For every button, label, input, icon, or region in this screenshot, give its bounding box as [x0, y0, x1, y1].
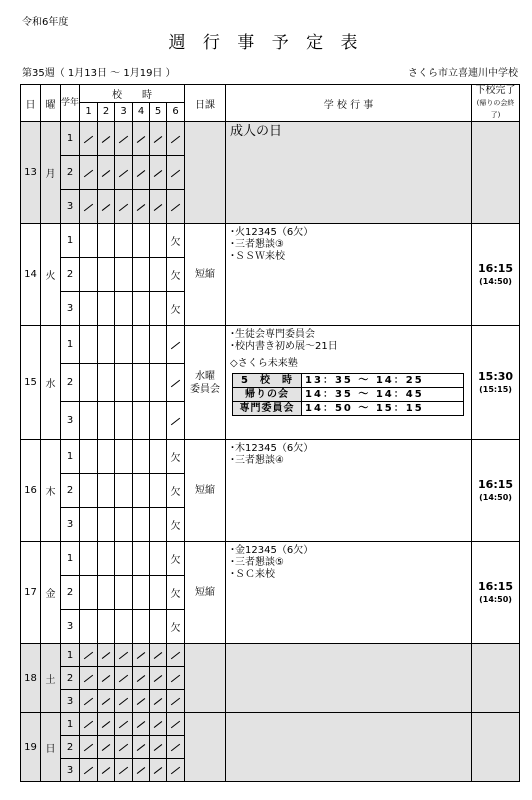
period-cell — [133, 508, 150, 542]
period-cell — [115, 542, 133, 576]
period-3: 3 — [115, 102, 133, 121]
period-cell — [115, 508, 133, 542]
event-item: ･三者懇談⑤ — [230, 557, 284, 568]
dismissal-cell — [472, 326, 520, 440]
period-cell — [150, 224, 167, 258]
period-cell-blank — [98, 190, 115, 224]
period-cell — [133, 364, 150, 402]
dismissal-cell — [472, 644, 520, 713]
timetable-time: 13：35 ～ 14：25 — [302, 374, 464, 388]
col-day: 日 — [21, 85, 41, 122]
period-1: 1 — [80, 102, 98, 121]
page-title: 週 行 事 予 定 表 — [168, 33, 364, 53]
weekday: 土 — [41, 644, 61, 713]
period-cell — [115, 402, 133, 440]
period-cell — [133, 258, 150, 292]
period-cell — [133, 402, 150, 440]
period-cell — [115, 224, 133, 258]
club-timetable — [232, 373, 464, 416]
period-cell: 欠 — [167, 292, 185, 326]
period-cell — [133, 292, 150, 326]
period-cell-blank — [115, 644, 133, 667]
timetable-time: 14：35 ～ 14：45 — [302, 388, 464, 402]
period-2: 2 — [98, 102, 115, 121]
schedule-cell: 短縮 — [185, 224, 226, 326]
event-item: ･三者懇談④ — [230, 455, 284, 466]
period-cell — [115, 258, 133, 292]
period-cell: 欠 — [167, 258, 185, 292]
period-cell-blank — [80, 667, 98, 690]
period-cell-blank — [115, 190, 133, 224]
dismissal-time-sub: (14:50) — [479, 594, 512, 604]
grade-number: 1 — [61, 326, 80, 364]
table-row — [21, 542, 520, 576]
grade-number: 3 — [61, 610, 80, 644]
period-6: 6 — [167, 102, 185, 121]
period-cell-blank — [115, 713, 133, 736]
schedule-cell — [185, 122, 226, 224]
grade-number: 3 — [61, 292, 80, 326]
period-cell — [80, 508, 98, 542]
period-cell-blank — [167, 736, 185, 759]
period-cell-blank — [80, 644, 98, 667]
col-schedule: 日課 — [185, 85, 226, 122]
period-cell-blank — [80, 736, 98, 759]
period-cell — [115, 610, 133, 644]
dismissal-time: 16:15 — [478, 261, 514, 275]
period-cell — [98, 610, 115, 644]
period-cell — [80, 474, 98, 508]
period-cell-blank — [98, 736, 115, 759]
period-cell-blank — [167, 190, 185, 224]
event-item: ･金12345（6欠） — [230, 545, 314, 556]
dismissal-time-sub: (15:15) — [479, 384, 512, 394]
grade-number: 1 — [61, 644, 80, 667]
table-row — [21, 644, 520, 667]
period-cell-blank — [80, 759, 98, 782]
period-cell-blank — [167, 644, 185, 667]
timetable-row — [233, 374, 464, 388]
event-item: ･三者懇談③ — [230, 239, 284, 250]
grade-number: 2 — [61, 474, 80, 508]
timetable-label: 帰りの会 — [233, 388, 302, 402]
day-number: 19 — [21, 713, 41, 782]
period-cell-blank — [98, 156, 115, 190]
period-cell-blank — [115, 690, 133, 713]
period-cell — [98, 440, 115, 474]
event-item: ･木12345（6欠） — [230, 443, 314, 454]
dismissal-time-sub: (14:50) — [479, 492, 512, 502]
weekday: 金 — [41, 542, 61, 644]
period-cell — [133, 542, 150, 576]
period-cell-blank — [98, 690, 115, 713]
period-cell-blank — [80, 690, 98, 713]
period-cell-blank — [115, 759, 133, 782]
school-name: さくら市立喜連川中学校 — [408, 68, 518, 79]
period-cell: 欠 — [167, 542, 185, 576]
period-cell-blank — [115, 736, 133, 759]
period-cell — [150, 542, 167, 576]
schedule-cell: 短縮 — [185, 542, 226, 644]
grade-number: 2 — [61, 364, 80, 402]
event-item: ･ＳＳＷ来校 — [230, 251, 286, 262]
events-cell — [226, 122, 472, 224]
day-number: 17 — [21, 542, 41, 644]
period-cell-blank — [167, 667, 185, 690]
period-cell-blank — [167, 402, 185, 440]
era-label: 令和6年度 — [22, 17, 69, 28]
period-cell-blank — [150, 122, 167, 156]
period-cell — [80, 224, 98, 258]
period-cell — [80, 402, 98, 440]
period-cell — [98, 508, 115, 542]
period-cell — [98, 364, 115, 402]
period-cell — [133, 326, 150, 364]
grade-number: 1 — [61, 542, 80, 576]
dismissal-cell — [472, 713, 520, 782]
period-cell-blank — [98, 122, 115, 156]
dismissal-time: 16:15 — [478, 477, 514, 491]
period-cell — [80, 576, 98, 610]
period-cell — [150, 508, 167, 542]
period-cell-blank — [133, 644, 150, 667]
dismissal-time: 15:30 — [478, 369, 514, 383]
table-row — [21, 224, 520, 258]
period-cell: 欠 — [167, 474, 185, 508]
period-cell-blank — [150, 690, 167, 713]
col-dismissal: 下校完了 (帰りの会終了) — [472, 85, 520, 122]
timetable-label: 5 校 時 — [233, 374, 302, 388]
period-cell-blank — [98, 713, 115, 736]
period-cell — [98, 542, 115, 576]
events-cell — [226, 644, 472, 713]
event-item: ･ＳＣ来校 — [230, 569, 276, 580]
events-cell — [226, 326, 472, 440]
weekday: 日 — [41, 713, 61, 782]
period-cell — [80, 440, 98, 474]
period-cell-blank — [80, 190, 98, 224]
event-item: ･生徒会専門委員会 — [230, 329, 316, 340]
grade-number: 2 — [61, 576, 80, 610]
period-cell-blank — [150, 736, 167, 759]
period-5: 5 — [150, 102, 167, 121]
schedule-table — [20, 84, 520, 782]
table-row — [21, 440, 520, 474]
period-cell — [98, 474, 115, 508]
dismissal-cell — [472, 440, 520, 542]
period-cell-blank — [150, 190, 167, 224]
period-cell — [150, 610, 167, 644]
grade-number: 2 — [61, 156, 80, 190]
period-cell — [115, 440, 133, 474]
day-number: 15 — [21, 326, 41, 440]
period-cell — [80, 610, 98, 644]
period-cell-blank — [80, 713, 98, 736]
period-cell-blank — [167, 759, 185, 782]
period-cell — [150, 474, 167, 508]
period-cell-blank — [167, 122, 185, 156]
week-range: 第35週（ 1月13日 ～ 1月19日 ） — [22, 68, 176, 79]
period-cell-blank — [98, 644, 115, 667]
period-cell-blank — [115, 122, 133, 156]
events-cell — [226, 440, 472, 542]
period-cell — [133, 224, 150, 258]
period-cell-blank — [115, 156, 133, 190]
period-cell — [115, 474, 133, 508]
period-cell — [98, 576, 115, 610]
period-cell: 欠 — [167, 576, 185, 610]
events-cell — [226, 713, 472, 782]
period-cell-blank — [80, 156, 98, 190]
period-cell — [98, 258, 115, 292]
period-cell — [98, 402, 115, 440]
period-cell — [133, 474, 150, 508]
period-cell — [115, 576, 133, 610]
period-cell-blank — [133, 713, 150, 736]
schedule-cell: 短縮 — [185, 440, 226, 542]
timetable-row — [233, 402, 464, 416]
period-cell — [115, 292, 133, 326]
weekday: 木 — [41, 440, 61, 542]
day-number: 13 — [21, 122, 41, 224]
grade-number: 1 — [61, 440, 80, 474]
period-cell — [80, 542, 98, 576]
timetable-row — [233, 388, 464, 402]
event-item: ･火12345（6欠） — [230, 227, 314, 238]
grade-number: 3 — [61, 690, 80, 713]
period-cell — [150, 326, 167, 364]
col-periods: 校 時 — [80, 85, 185, 103]
period-cell — [115, 326, 133, 364]
period-cell — [98, 292, 115, 326]
period-cell — [150, 258, 167, 292]
timetable-label: 専門委員会 — [233, 402, 302, 416]
period-cell: 欠 — [167, 610, 185, 644]
period-cell-blank — [150, 759, 167, 782]
event-item: 成人の日 — [230, 124, 283, 139]
schedule-cell — [185, 644, 226, 713]
weekday: 水 — [41, 326, 61, 440]
grade-number: 2 — [61, 667, 80, 690]
weekday: 火 — [41, 224, 61, 326]
period-cell-blank — [150, 713, 167, 736]
period-cell — [80, 258, 98, 292]
period-cell: 欠 — [167, 440, 185, 474]
dismissal-cell — [472, 224, 520, 326]
schedule-cell — [185, 713, 226, 782]
period-cell — [80, 292, 98, 326]
grade-number: 1 — [61, 713, 80, 736]
grade-number: 3 — [61, 402, 80, 440]
period-cell — [150, 440, 167, 474]
col-grade: 学年 — [61, 85, 80, 122]
period-cell — [150, 292, 167, 326]
period-cell-blank — [98, 759, 115, 782]
period-cell-blank — [167, 690, 185, 713]
period-cell — [150, 576, 167, 610]
grade-number: 2 — [61, 736, 80, 759]
period-cell-blank — [133, 759, 150, 782]
table-row — [21, 122, 520, 156]
day-number: 16 — [21, 440, 41, 542]
period-4: 4 — [133, 102, 150, 121]
period-cell — [98, 224, 115, 258]
period-cell — [133, 610, 150, 644]
period-cell-blank — [133, 122, 150, 156]
table-row — [21, 326, 520, 364]
period-cell-blank — [98, 667, 115, 690]
grade-number: 1 — [61, 224, 80, 258]
grade-number: 3 — [61, 759, 80, 782]
period-cell — [80, 326, 98, 364]
event-item: ･校内書き初め展～21日 — [230, 341, 338, 352]
period-cell-blank — [133, 156, 150, 190]
dismissal-time: 16:15 — [478, 579, 514, 593]
club-label: ◇さくら未来塾 — [230, 358, 298, 369]
dismissal-cell — [472, 122, 520, 224]
period-cell — [133, 440, 150, 474]
period-cell-blank — [167, 364, 185, 402]
period-cell-blank — [167, 156, 185, 190]
period-cell: 欠 — [167, 224, 185, 258]
period-cell — [98, 326, 115, 364]
grade-number: 1 — [61, 122, 80, 156]
period-cell — [150, 402, 167, 440]
dismissal-time-sub: (14:50) — [479, 276, 512, 286]
col-weekday: 曜 — [41, 85, 61, 122]
period-cell-blank — [133, 690, 150, 713]
schedule-cell: 水曜 委員会 — [185, 326, 226, 440]
grade-number: 3 — [61, 190, 80, 224]
period-cell — [80, 364, 98, 402]
events-cell — [226, 542, 472, 644]
period-cell-blank — [133, 667, 150, 690]
period-cell: 欠 — [167, 508, 185, 542]
period-cell-blank — [150, 667, 167, 690]
period-cell-blank — [80, 122, 98, 156]
day-number: 18 — [21, 644, 41, 713]
period-cell-blank — [167, 326, 185, 364]
period-cell-blank — [167, 713, 185, 736]
period-cell-blank — [150, 156, 167, 190]
period-cell-blank — [115, 667, 133, 690]
period-cell-blank — [133, 190, 150, 224]
period-cell — [150, 364, 167, 402]
timetable-time: 14：50 ～ 15：15 — [302, 402, 464, 416]
dismissal-cell — [472, 542, 520, 644]
table-row — [21, 713, 520, 736]
period-cell — [115, 364, 133, 402]
period-cell-blank — [150, 644, 167, 667]
grade-number: 2 — [61, 258, 80, 292]
day-number: 14 — [21, 224, 41, 326]
period-cell-blank — [133, 736, 150, 759]
events-cell — [226, 224, 472, 326]
period-cell — [133, 576, 150, 610]
weekday: 月 — [41, 122, 61, 224]
col-events: 学 校 行 事 — [226, 85, 472, 122]
grade-number: 3 — [61, 508, 80, 542]
